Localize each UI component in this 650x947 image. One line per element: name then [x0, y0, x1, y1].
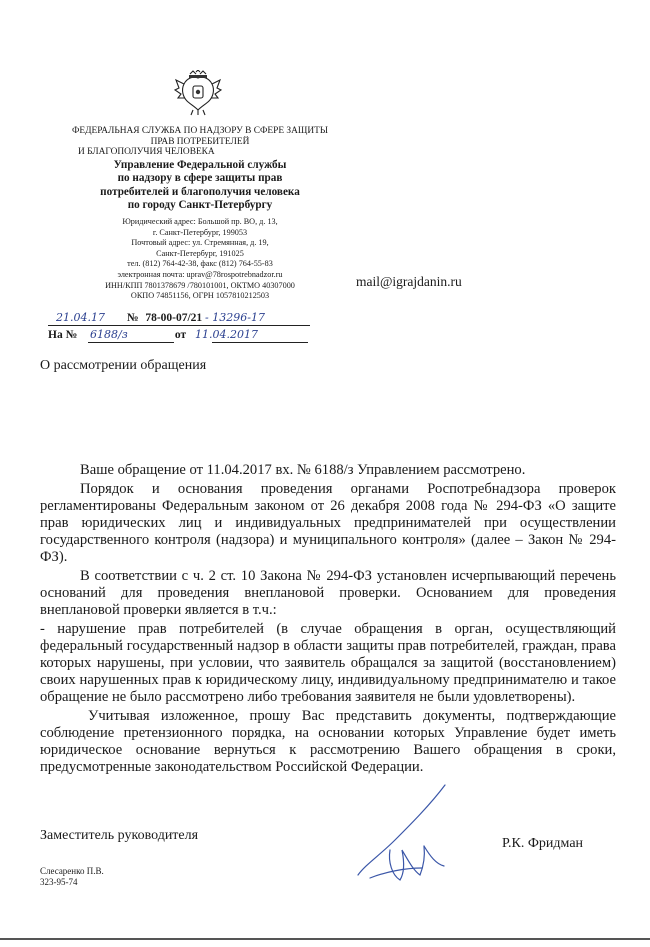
executor-info — [40, 866, 104, 888]
body-paragraph: - нарушение прав потребителей (в случае обращения в орган, осуществляющий федеральный государственный надзор в области защиты прав потребителей, граждан, права которых нарушены, при условии, что заявитель обращался за защитой (восстановлением) своих нарушенных прав к юридическому лицу, индивидуальному предпринимателю и такое обращение не было рассмотрено либо требования заявителя не были удовлетворены). — [40, 621, 616, 705]
incoming-reference — [48, 328, 258, 341]
address-line: ИНН/КПП 7801378679 /780101001, ОКТМО 40307000 — [105, 280, 295, 290]
ref-date-underline — [212, 342, 308, 343]
unit-line: по надзору в сфере защиты прав — [117, 172, 283, 185]
signatory-name: Р.К. Фридман — [502, 836, 584, 851]
executor-name: Слесаренко П.В. — [40, 866, 104, 876]
body-paragraph: Учитывая изложенное, прошу Вас представить документы, подтверждающие соблюдение претензионного порядка, на основании которых Управление будет иметь юридическое основание вернуться к рассмотрению Вашего обращения в сроки, предусмотренные законодательством Российской Федерации. — [40, 708, 616, 775]
address-line: г. Санкт-Петербург, 199053 — [152, 227, 248, 237]
org-line: ФЕДЕРАЛЬНАЯ СЛУЖБА ПО НАДЗОРУ В СФЕРЕ ЗАЩИТЫ — [71, 126, 329, 136]
org-line: И БЛАГОПОЛУЧИЯ ЧЕЛОВЕКА — [78, 147, 215, 158]
ref-from-label: от — [174, 329, 187, 341]
address-line: Почтовый адрес: ул. Стремянная, д. 19, — [131, 238, 269, 248]
ref-date: 11.04.2017 — [195, 328, 258, 341]
letter-subject: О рассмотрении обращения — [40, 358, 207, 373]
unit-line: по городу Санкт-Петербургу — [127, 199, 273, 212]
signatory-position: Заместитель руководителя — [40, 828, 199, 843]
ref-number-underline — [88, 342, 174, 343]
organization-name — [40, 126, 360, 158]
unit-line: потребителей и благополучия человека — [100, 185, 300, 198]
address-line: ОКПО 74851156, ОГРН 1057810212503 — [130, 291, 270, 301]
ref-number: 6188/з — [90, 328, 128, 341]
handwritten-signature — [350, 780, 470, 890]
executor-phone: 323-95-74 — [40, 877, 78, 887]
number-label: № — [126, 312, 139, 324]
address-line: Санкт-Петербург, 191025 — [156, 248, 244, 258]
outgoing-number-handwritten: - 13296-17 — [205, 311, 265, 324]
org-line: ПРАВ ПОТРЕБИТЕЛЕЙ — [150, 136, 250, 147]
recipient-email: mail@igrajdanin.ru — [356, 274, 462, 289]
address-line: Юридический адрес: Большой пр. ВО, д. 13, — [122, 217, 278, 226]
outgoing-registration — [48, 311, 265, 324]
ref-label: На № — [48, 329, 78, 341]
scan-edge-line — [0, 938, 650, 940]
body-paragraph: Порядок и основания проведения органами Роспотребнадзора проверок регламентированы Федеральным законом от 26 декабря 2008 года № 294-ФЗ «О защите прав юридических лиц и индивидуальных предпринимателей при осуществлении государственного контроля (надзора) и муниципального контроля» (далее – Закон № 294-ФЗ). — [40, 481, 616, 565]
department-name — [40, 159, 360, 213]
address-line: тел. (812) 764-42-38, факс (812) 764-55-83 — [127, 259, 273, 269]
registration-underline — [48, 325, 310, 326]
unit-line: Управление Федеральной службы — [113, 159, 287, 171]
contact-details — [40, 217, 360, 302]
body-paragraph: В соответствии с ч. 2 ст. 10 Закона № 294-ФЗ установлен исчерпывающий перечень оснований для проведения внеплановой проверки. Основанием для проведения внеплановой проверки является в т.ч.: — [40, 568, 616, 618]
body-paragraph: Ваше обращение от 11.04.2017 вх. № 6188/з Управлением рассмотрено. — [80, 462, 526, 478]
outgoing-number: 78-00-07/21 — [145, 312, 203, 324]
letter-body — [40, 462, 616, 778]
address-line: электронная почта: uprav@78rospotrebnadzor.ru — [117, 269, 283, 279]
coat-of-arms-emblem — [173, 70, 223, 116]
outgoing-date: 21.04.17 — [56, 311, 105, 324]
